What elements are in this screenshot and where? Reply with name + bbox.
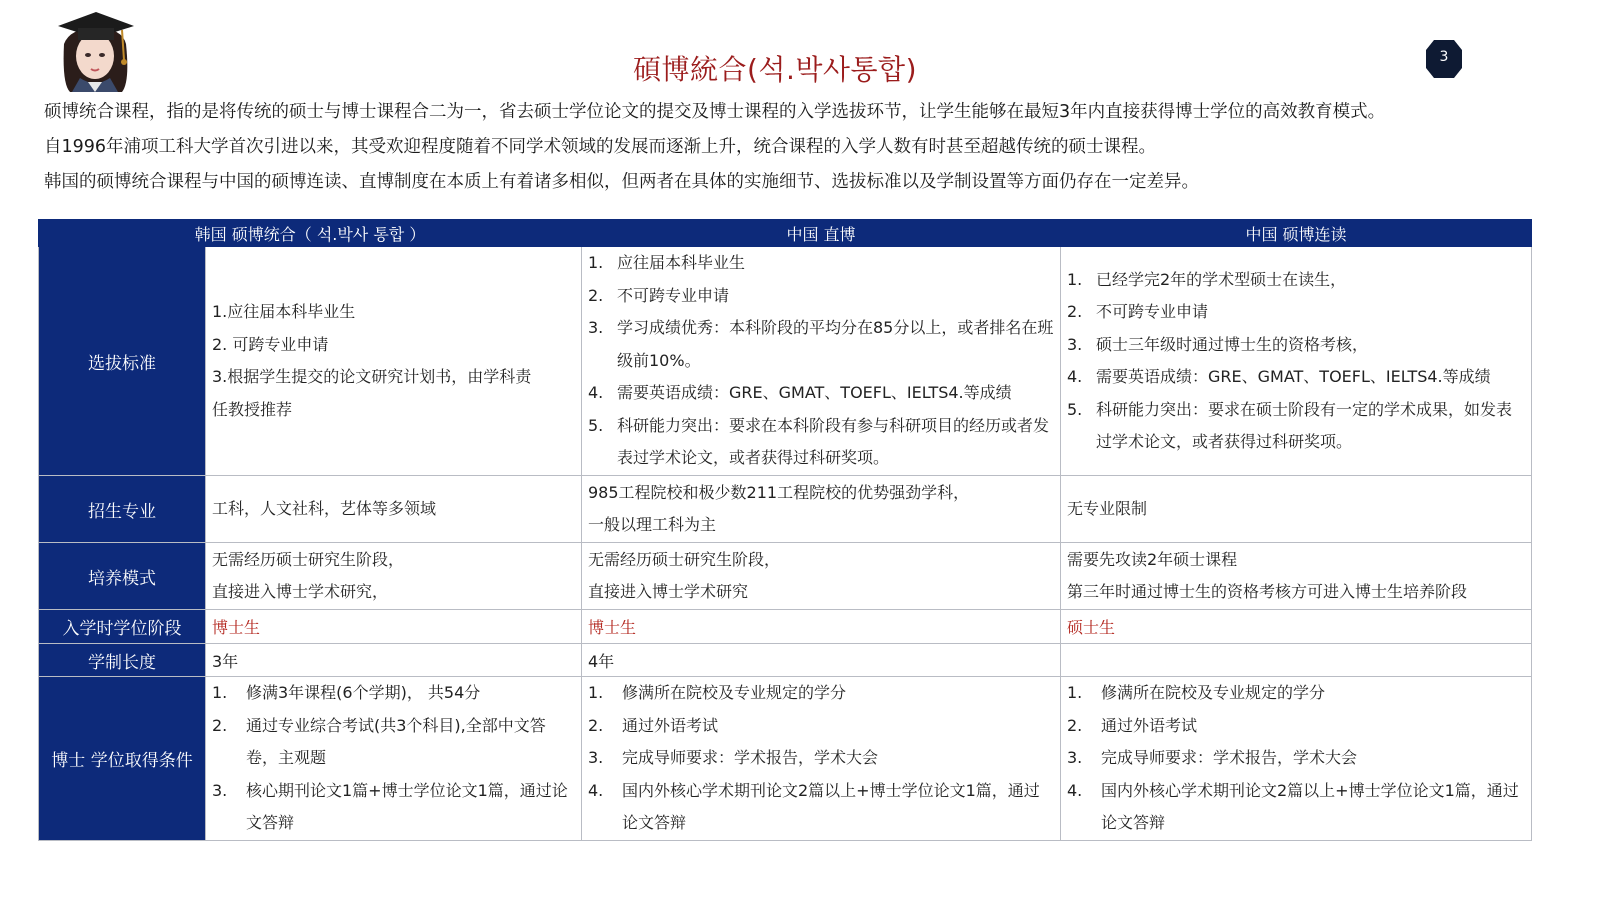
cell-line: 直接进入博士学术研究，	[212, 582, 389, 601]
item-text: 应往届本科毕业生	[617, 253, 746, 273]
item-number: 3.	[1067, 748, 1083, 767]
cell-text: 4年	[588, 651, 615, 671]
item-text: 学习成绩优秀：本科阶段的平均分在85分以上，或者排名在班级前10%。	[617, 318, 1054, 370]
list-item	[1067, 775, 1525, 840]
list-item	[212, 775, 575, 840]
cell-korea-majors	[206, 476, 582, 543]
item-number: 4.	[1067, 780, 1083, 800]
list-item	[1067, 361, 1525, 394]
cell-text: 无专业限制	[1067, 498, 1148, 518]
cell-korea-model	[206, 543, 582, 610]
cell-combined-duration	[1061, 644, 1532, 677]
row-label-entry-degree: 入学时学位阶段	[39, 610, 206, 644]
cell-text: 博士生	[212, 618, 261, 637]
comparison-table	[38, 219, 1532, 841]
item-text: 完成导师要求：学术报告，学术大会	[622, 748, 879, 767]
item-number: 5.	[1067, 399, 1083, 419]
cell-korea-requirements	[206, 677, 582, 841]
table-header-row	[39, 220, 1532, 247]
item-text: 国内外核心学术期刊论文2篇以上+博士学位论文1篇，通过论文答辩	[1101, 780, 1519, 832]
list-item	[588, 377, 1054, 410]
item-text: 科研能力突出：要求在硕士阶段有一定的学术成果，如发表过学术论文，或者获得过科研奖项。	[1096, 399, 1513, 451]
item-number: 1.	[1067, 269, 1083, 289]
list-item	[1067, 329, 1525, 362]
cell-line: 3.根据学生提交的论文研究计划书，由学科责	[212, 367, 532, 386]
cell-line: 直接进入博士学术研究	[588, 582, 749, 601]
header-china-direct: 中国 直博	[582, 220, 1061, 247]
page-number-badge	[1424, 38, 1464, 80]
item-number: 1.	[588, 253, 604, 273]
item-text: 不可跨专业申请	[617, 285, 730, 305]
header-korea: 韩国 硕博统合（ 석.박사 통합 ）	[39, 220, 582, 247]
item-number: 1.	[588, 683, 604, 702]
page-number: 3	[1439, 49, 1449, 65]
item-number: 2.	[212, 715, 228, 735]
cell-korea-entry-degree	[206, 610, 582, 644]
item-text: 通过专业综合考试(共3个科目),全部中文答卷，主观题	[246, 715, 546, 767]
item-text: 需要英语成绩：GRE、GMAT、TOEFL、IELTS4.等成绩	[1096, 367, 1491, 386]
intro-paragraph: 硕博统合课程，指的是将传统的硕士与博士课程合二为一，省去硕士学位论文的提交及博士课程的入学选拔环节，让学生能够在最短3年内直接获得博士学位的高效教育模式。	[44, 102, 1386, 122]
cell-korea-selection	[206, 247, 582, 476]
table-row-majors	[39, 476, 1532, 543]
item-text: 通过外语考试	[622, 715, 719, 735]
item-number: 3.	[588, 318, 604, 338]
row-label-majors: 招生专业	[39, 476, 206, 543]
cell-combined-majors	[1061, 476, 1532, 543]
item-number: 4.	[588, 383, 604, 403]
list-item	[212, 710, 575, 775]
cell-combined-selection	[1061, 247, 1532, 476]
list-item	[588, 410, 1054, 475]
cell-direct-duration	[582, 644, 1061, 677]
item-number: 1.	[212, 683, 228, 702]
list-item	[1067, 677, 1525, 710]
item-text: 修满3年课程(6个学期)， 共54分	[246, 683, 481, 702]
item-number: 3.	[1067, 334, 1083, 354]
item-text: 硕士三年级时通过博士生的资格考核，	[1096, 334, 1369, 354]
cell-direct-model	[582, 543, 1061, 610]
cell-text: 硕士生	[1067, 618, 1116, 637]
table-row-selection	[39, 247, 1532, 476]
item-text: 完成导师要求：学术报告，学术大会	[1101, 748, 1358, 767]
cell-line: 无需经历硕士研究生阶段，	[588, 549, 781, 569]
cell-korea-duration	[206, 644, 582, 677]
cell-line: 无需经历硕士研究生阶段，	[212, 549, 405, 569]
list-item	[1067, 264, 1525, 297]
cell-line: 2. 可跨专业申请	[212, 334, 329, 354]
item-text: 科研能力突出：要求在本科阶段有参与科研项目的经历或者发表过学术论文，或者获得过科研奖项。	[617, 415, 1050, 468]
list-item	[1067, 296, 1525, 329]
cell-direct-selection	[582, 247, 1061, 476]
list-item	[588, 742, 1054, 775]
list-item	[588, 247, 1054, 280]
item-text: 修满所在院校及专业规定的学分	[1101, 683, 1326, 702]
cell-line: 需要先攻读2年硕士课程	[1067, 549, 1238, 569]
slide-title: 碩博統合(석.박사통합)	[633, 53, 917, 86]
item-number: 2.	[588, 285, 604, 305]
item-number: 4.	[1067, 367, 1083, 386]
item-number: 3.	[212, 780, 228, 800]
cell-text: 工科，人文社科，艺体等多领域	[212, 498, 437, 518]
item-number: 5.	[588, 415, 604, 435]
item-number: 4.	[588, 780, 604, 800]
list-item	[588, 775, 1054, 840]
list-item	[1067, 710, 1525, 743]
cell-direct-entry-degree	[582, 610, 1061, 644]
header-china-combined: 中国 硕博连读	[1061, 220, 1532, 247]
cell-line: 一般以理工科为主	[588, 515, 717, 534]
cell-direct-requirements	[582, 677, 1061, 841]
cell-line: 第三年时通过博士生的资格考核方可进入博士生培养阶段	[1067, 582, 1468, 601]
cell-combined-requirements	[1061, 677, 1532, 841]
list-item	[588, 677, 1054, 710]
table-row-requirements	[39, 677, 1532, 841]
table-row-entry-degree	[39, 610, 1532, 644]
intro-paragraph: 韩国的硕博统合课程与中国的硕博连读、直博制度在本质上有着诸多相似，但两者在具体的实施细节、选拔标准以及学制设置等方面仍存在一定差异。	[44, 172, 1199, 192]
cell-line: 985工程院校和极少数211工程院校的优势强劲学科，	[588, 482, 970, 502]
item-number: 2.	[1067, 715, 1083, 735]
cell-line: 1.应往届本科毕业生	[212, 302, 356, 321]
list-item	[588, 280, 1054, 313]
cell-direct-majors	[582, 476, 1061, 543]
intro-paragraph: 自1996年浦项工科大学首次引进以来，其受欢迎程度随着不同学术领域的发展而逐渐上升，统合课程的入学人数有时甚至超越传统的硕士课程。	[44, 137, 1157, 157]
intro-text	[44, 95, 1554, 200]
cell-line: 任教授推荐	[212, 399, 293, 419]
table-row-model	[39, 543, 1532, 610]
item-number: 3.	[588, 748, 604, 767]
row-label-model: 培养模式	[39, 543, 206, 610]
item-text: 通过外语考试	[1101, 715, 1198, 735]
cell-text: 博士生	[588, 618, 637, 637]
list-item	[588, 710, 1054, 743]
table-row-duration	[39, 644, 1532, 677]
row-label-selection: 选拔标准	[39, 247, 206, 476]
item-number: 2.	[588, 715, 604, 735]
list-item	[588, 312, 1054, 377]
list-item	[212, 677, 575, 710]
cell-combined-entry-degree	[1061, 610, 1532, 644]
item-text: 不可跨专业申请	[1096, 302, 1209, 321]
list-item	[1067, 742, 1525, 775]
item-text: 已经学完2年的学术型硕士在读生，	[1096, 269, 1347, 289]
item-number: 1.	[1067, 683, 1083, 702]
item-text: 修满所在院校及专业规定的学分	[622, 683, 847, 702]
cell-combined-model	[1061, 543, 1532, 610]
list-item	[1067, 394, 1525, 459]
cell-text: 3年	[212, 651, 239, 671]
item-text: 核心期刊论文1篇+博士学位论文1篇，通过论文答辩	[246, 780, 568, 832]
row-label-requirements: 博士 学位取得条件	[39, 677, 206, 841]
item-text: 需要英语成绩：GRE、GMAT、TOEFL、IELTS4.等成绩	[617, 383, 1012, 403]
row-label-duration: 学制长度	[39, 644, 206, 677]
item-number: 2.	[1067, 302, 1083, 321]
item-text: 国内外核心学术期刊论文2篇以上+博士学位论文1篇，通过论文答辩	[622, 780, 1040, 832]
